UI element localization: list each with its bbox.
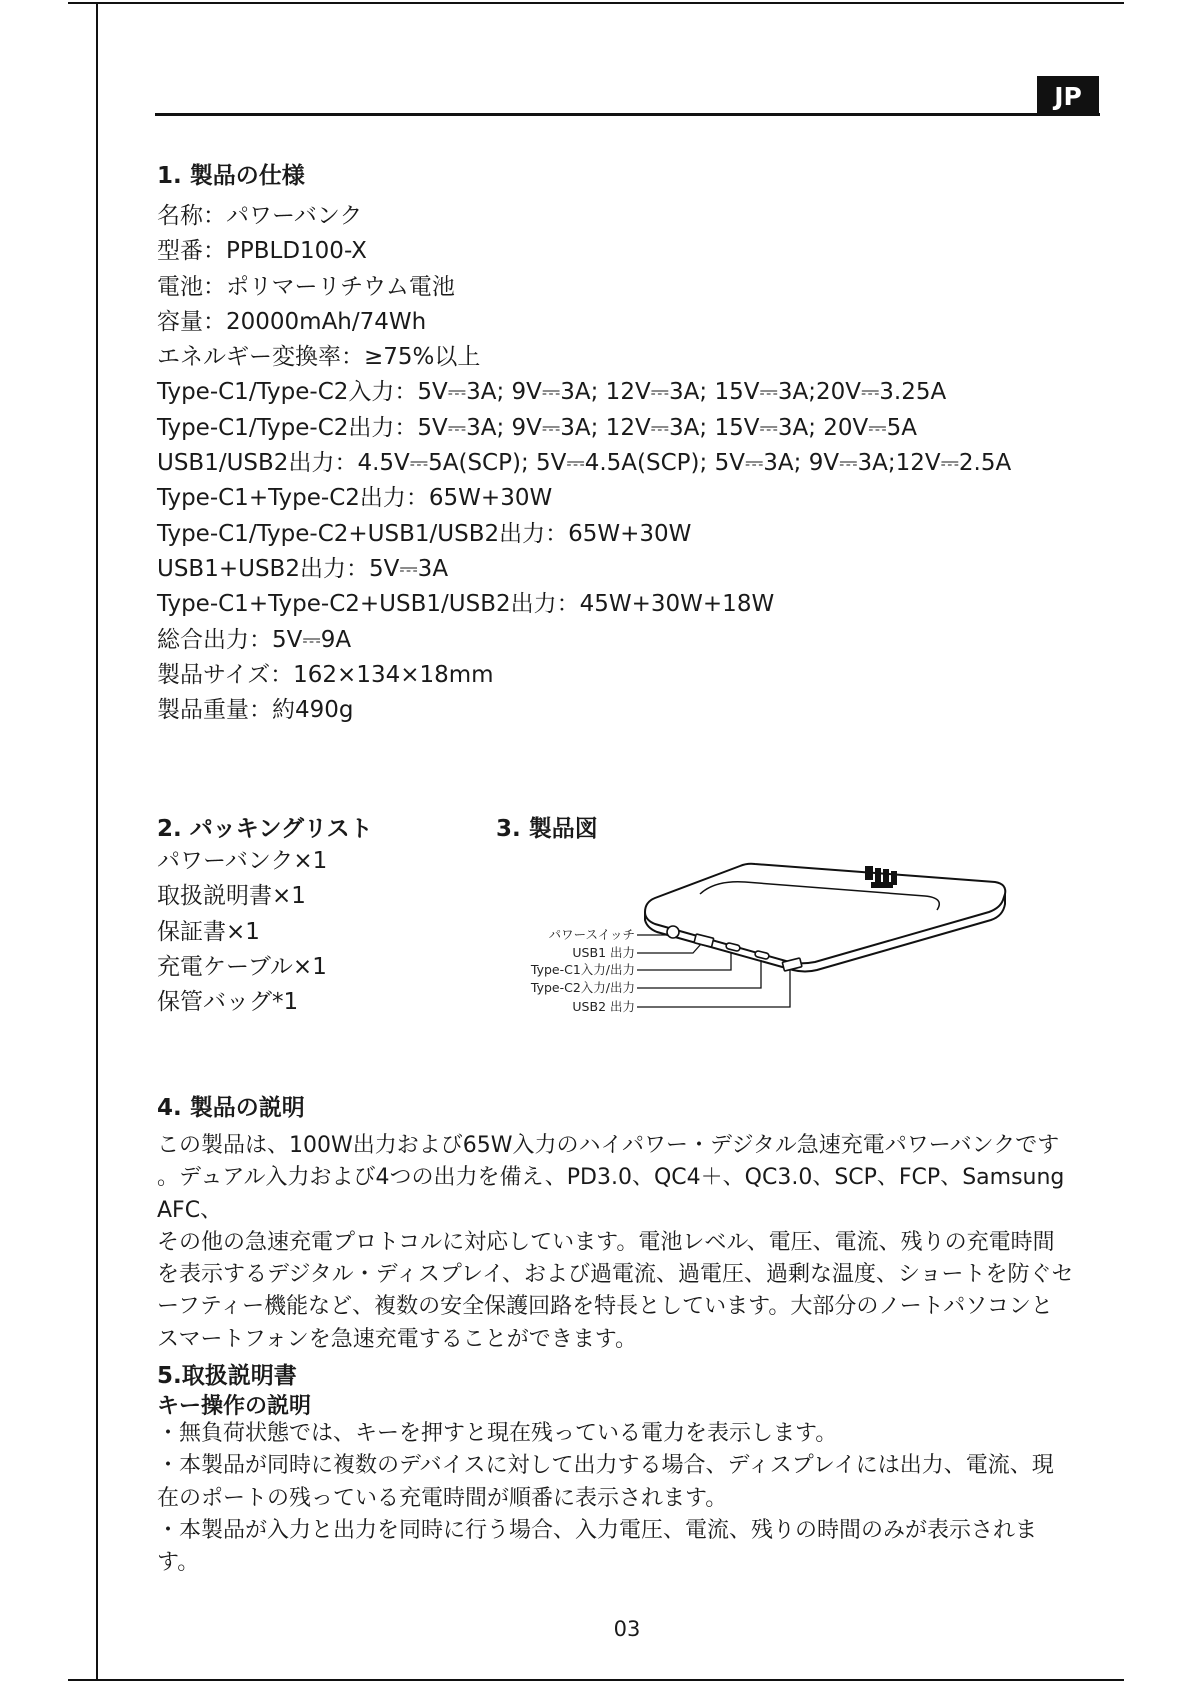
spec-item: 型番：PPBLD100-X (157, 238, 367, 265)
spec-item: Type-C1+Type-C2出力：65W+30W (157, 485, 553, 512)
spec-item: USB1+USB2出力：5V⎓3A (157, 555, 449, 582)
page-number: 03 (613, 1617, 641, 1641)
section-3-title: 3. 製品図 (496, 816, 598, 842)
spec-list (157, 199, 1011, 728)
spec-item: USB1/USB2出力：4.5V⎓5A(SCP); 5V⎓4.5A(SCP); 5V⎓3A; 9V⎓3A;12V⎓2.5A (157, 450, 1012, 477)
description-line: ーフティー機能など、複数の安全保護回路を特長としています。大部分のノートパソコンと (157, 1294, 1053, 1320)
spec-item: Type-C1/Type-C2出力：5V⎓3A; 9V⎓3A; 12V⎓3A; 15V⎓3A; 20V⎓5A (157, 414, 917, 441)
packing-item: 取扱説明書×1 (157, 883, 306, 910)
instruction-line: ・本製品が同時に複数のデバイスに対して出力する場合、ディスプレイには出力、電流、現 (157, 1453, 1054, 1479)
instruction-line: す。 (157, 1550, 200, 1576)
device-top-surface (645, 864, 1005, 964)
spec-item: エネルギー変換率：≥75%以上 (157, 344, 481, 371)
description-line: その他の急速充電プロトコルに対応しています。電池レベル、電圧、電流、残りの充電時間 (157, 1229, 1055, 1255)
spec-item: 製品重量：約490g (157, 697, 354, 724)
section-2-title: 2. パッキングリスト (157, 816, 373, 842)
product-diagram (505, 852, 1020, 1027)
instruction-line: ・無負荷状態では、キーを押すと現在残っている電力を表示します。 (157, 1421, 838, 1446)
key-operation-subtitle: キー操作の説明 (157, 1394, 312, 1419)
label-usb1: USB1 出力 (572, 945, 635, 960)
description-line: を表示するデジタル・ディスプレイ、および過電流、過電圧、過剰な温度、ショートを防ぐセ (157, 1262, 1074, 1288)
left-border (96, 2, 98, 1681)
product-description (157, 1130, 1097, 1356)
instruction-line: 在のポートの残っている充電時間が順番に表示されます。 (157, 1485, 728, 1511)
section-4-title: 4. 製品の説明 (157, 1095, 305, 1121)
description-line: この製品は、100W出力および65W入力のハイパワー・デジタル急速充電パワーバンクです (157, 1133, 1060, 1158)
spec-item: 容量：20000mAh/74Wh (157, 308, 427, 335)
packing-item: 充電ケーブル×1 (157, 953, 327, 980)
label-usb2: USB2 出力 (572, 999, 635, 1014)
power-switch-port (667, 926, 679, 938)
instruction-line: ・本製品が入力と出力を同時に行う場合、入力電圧、電流、残りの時間のみが表示されま (157, 1517, 1038, 1543)
spec-item: Type-C1/Type-C2入力：5V⎓3A; 9V⎓3A; 12V⎓3A; 15V⎓3A;20V⎓3.25A (157, 379, 947, 406)
leader-line (637, 952, 731, 970)
top-border (68, 2, 1124, 4)
spec-item: Type-C1+Type-C2+USB1/USB2出力：45W+30W+18W (157, 591, 775, 618)
leader-line (637, 960, 761, 988)
spec-item: Type-C1/Type-C2+USB1/USB2出力：65W+30W (157, 520, 692, 547)
spec-item: 製品サイズ：162×134×18mm (157, 661, 494, 688)
section-5-title: 5.取扱説明書 (157, 1363, 297, 1389)
language-badge: JP (1037, 76, 1099, 116)
header-rule (155, 113, 1100, 116)
packing-item: 保証書×1 (157, 918, 260, 945)
section-1-title: 1. 製品の仕様 (157, 163, 305, 189)
description-line: スマートフォンを急速充電することができます。 (157, 1326, 638, 1352)
label-typec1: Type-C1入力/出力 (530, 962, 635, 977)
leader-line (637, 944, 701, 953)
label-power-switch: パワースイッチ (548, 927, 635, 942)
instructions (157, 1418, 1097, 1579)
spec-item: 総合出力：5V⎓9A (157, 626, 352, 653)
label-typec2: Type-C2入力/出力 (530, 980, 635, 995)
bottom-border (68, 1679, 1124, 1681)
spec-item: 名称：パワーバンク (157, 203, 363, 229)
description-line: 。デュアル入力および4つの出力を備え、PD3.0、QC4＋、QC3.0、SCP、FCP、Samsung AFC、 (157, 1165, 1065, 1223)
packing-item: 保管バッグ*1 (157, 989, 299, 1016)
packing-list (157, 844, 327, 1020)
packing-item: パワーバンク×1 (157, 848, 328, 874)
spec-item: 電池：ポリマーリチウム電池 (157, 273, 455, 300)
